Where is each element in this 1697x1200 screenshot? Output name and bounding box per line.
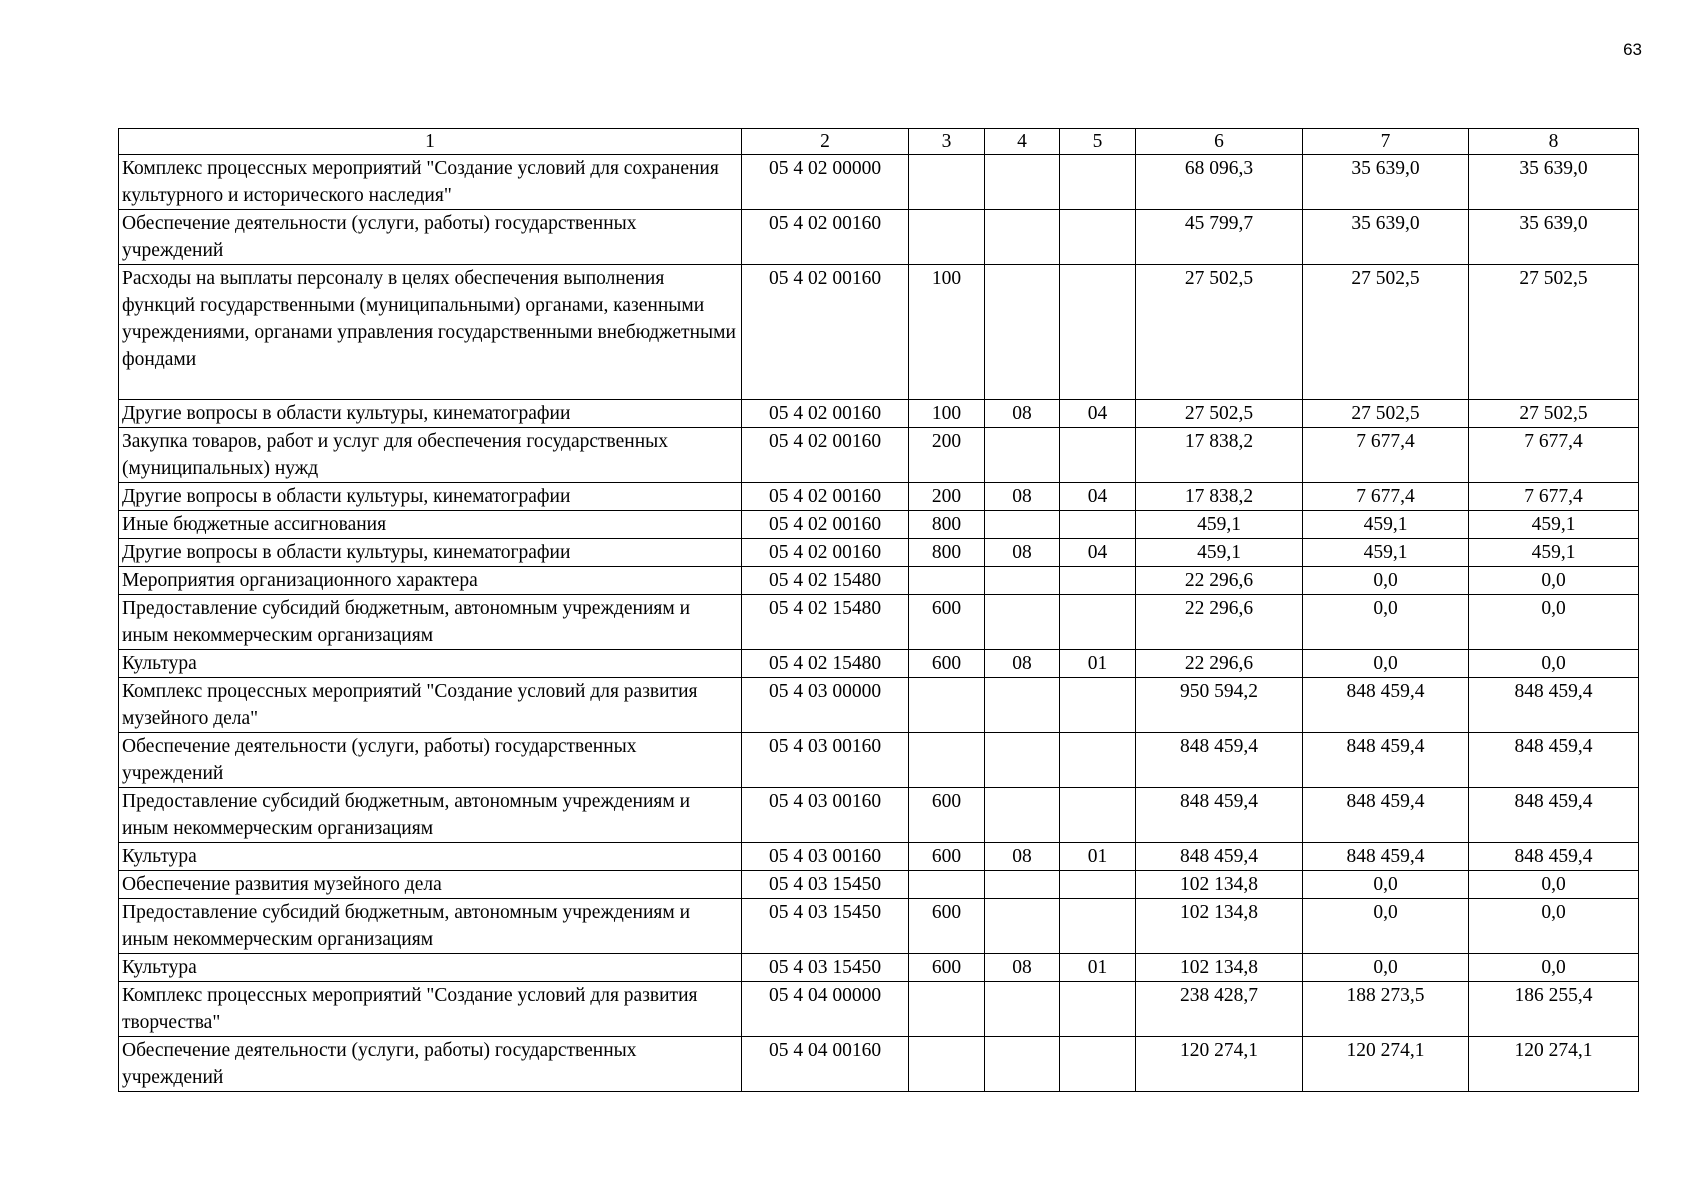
amount-col7-cell: 120 274,1 [1303, 1037, 1469, 1092]
column-header-1: 1 [119, 129, 742, 155]
expense-type-cell [909, 210, 985, 265]
section-cell: 08 [985, 483, 1060, 511]
table-row [119, 210, 1639, 265]
table-row [119, 982, 1639, 1037]
amount-col7-cell: 35 639,0 [1303, 155, 1469, 210]
section-cell [985, 155, 1060, 210]
section-cell [985, 595, 1060, 650]
amount-col6-cell: 45 799,7 [1136, 210, 1303, 265]
amount-col6-cell: 848 459,4 [1136, 733, 1303, 788]
expense-type-cell: 800 [909, 511, 985, 539]
column-header-3: 3 [909, 129, 985, 155]
expense-type-cell: 100 [909, 265, 985, 400]
section-cell [985, 210, 1060, 265]
column-header-2: 2 [742, 129, 909, 155]
amount-col8-cell: 459,1 [1469, 511, 1639, 539]
row-name-cell: Обеспечение деятельности (услуги, работы) государственных учреждений [119, 733, 742, 788]
row-name-cell: Культура [119, 650, 742, 678]
target-code-cell: 05 4 02 00000 [742, 155, 909, 210]
subsection-cell [1060, 155, 1136, 210]
target-code-cell: 05 4 02 00160 [742, 400, 909, 428]
section-cell: 08 [985, 954, 1060, 982]
amount-col6-cell: 459,1 [1136, 511, 1303, 539]
amount-col8-cell: 459,1 [1469, 539, 1639, 567]
amount-col6-cell: 17 838,2 [1136, 428, 1303, 483]
table-row [119, 595, 1639, 650]
amount-col6-cell: 22 296,6 [1136, 567, 1303, 595]
amount-col8-cell: 120 274,1 [1469, 1037, 1639, 1092]
row-name-cell: Предоставление субсидий бюджетным, автономным учреждениям и иным некоммерческим организациям [119, 788, 742, 843]
amount-col7-cell: 35 639,0 [1303, 210, 1469, 265]
amount-col7-cell: 0,0 [1303, 650, 1469, 678]
row-name-cell: Обеспечение деятельности (услуги, работы) государственных учреждений [119, 1037, 742, 1092]
amount-col8-cell: 27 502,5 [1469, 265, 1639, 400]
expense-type-cell [909, 1037, 985, 1092]
subsection-cell [1060, 788, 1136, 843]
row-name-cell: Комплекс процессных мероприятий "Создание условий для сохранения культурного и исторического наследия" [119, 155, 742, 210]
amount-col7-cell: 27 502,5 [1303, 400, 1469, 428]
amount-col8-cell: 35 639,0 [1469, 210, 1639, 265]
table-row [119, 733, 1639, 788]
amount-col6-cell: 68 096,3 [1136, 155, 1303, 210]
amount-col8-cell: 0,0 [1469, 567, 1639, 595]
section-cell [985, 567, 1060, 595]
column-number-row [119, 129, 1639, 155]
target-code-cell: 05 4 02 15480 [742, 650, 909, 678]
subsection-cell: 01 [1060, 843, 1136, 871]
page-number: 63 [1623, 40, 1642, 59]
amount-col8-cell: 0,0 [1469, 954, 1639, 982]
subsection-cell [1060, 210, 1136, 265]
table-row [119, 400, 1639, 428]
table-row [119, 265, 1639, 400]
table-row [119, 788, 1639, 843]
target-code-cell: 05 4 03 00160 [742, 843, 909, 871]
table-row [119, 428, 1639, 483]
row-name-cell: Культура [119, 843, 742, 871]
subsection-cell [1060, 595, 1136, 650]
column-header-8: 8 [1469, 129, 1639, 155]
amount-col6-cell: 120 274,1 [1136, 1037, 1303, 1092]
row-name-cell: Обеспечение деятельности (услуги, работы) государственных учреждений [119, 210, 742, 265]
section-cell: 08 [985, 400, 1060, 428]
table-header [119, 129, 1639, 155]
amount-col6-cell: 22 296,6 [1136, 650, 1303, 678]
subsection-cell: 04 [1060, 539, 1136, 567]
amount-col7-cell: 459,1 [1303, 539, 1469, 567]
amount-col8-cell: 0,0 [1469, 595, 1639, 650]
subsection-cell: 01 [1060, 650, 1136, 678]
target-code-cell: 05 4 02 00160 [742, 539, 909, 567]
amount-col8-cell: 7 677,4 [1469, 428, 1639, 483]
amount-col7-cell: 848 459,4 [1303, 843, 1469, 871]
section-cell: 08 [985, 539, 1060, 567]
expense-type-cell: 600 [909, 843, 985, 871]
expense-type-cell [909, 567, 985, 595]
expense-type-cell: 100 [909, 400, 985, 428]
target-code-cell: 05 4 02 00160 [742, 511, 909, 539]
expense-type-cell: 600 [909, 650, 985, 678]
expense-type-cell [909, 871, 985, 899]
subsection-cell [1060, 899, 1136, 954]
expense-type-cell [909, 678, 985, 733]
table-body [119, 155, 1639, 1092]
subsection-cell [1060, 982, 1136, 1037]
subsection-cell [1060, 871, 1136, 899]
amount-col7-cell: 459,1 [1303, 511, 1469, 539]
amount-col7-cell: 0,0 [1303, 871, 1469, 899]
subsection-cell [1060, 428, 1136, 483]
section-cell [985, 265, 1060, 400]
amount-col7-cell: 27 502,5 [1303, 265, 1469, 400]
row-name-cell: Культура [119, 954, 742, 982]
amount-col7-cell: 7 677,4 [1303, 483, 1469, 511]
row-name-cell: Другие вопросы в области культуры, кинематографии [119, 539, 742, 567]
amount-col7-cell: 188 273,5 [1303, 982, 1469, 1037]
target-code-cell: 05 4 03 15450 [742, 871, 909, 899]
subsection-cell [1060, 1037, 1136, 1092]
amount-col6-cell: 22 296,6 [1136, 595, 1303, 650]
table-row [119, 483, 1639, 511]
row-name-cell: Предоставление субсидий бюджетным, автономным учреждениям и иным некоммерческим организациям [119, 595, 742, 650]
amount-col6-cell: 17 838,2 [1136, 483, 1303, 511]
target-code-cell: 05 4 03 15450 [742, 954, 909, 982]
target-code-cell: 05 4 02 15480 [742, 595, 909, 650]
table-row [119, 511, 1639, 539]
expense-type-cell: 800 [909, 539, 985, 567]
row-name-cell: Предоставление субсидий бюджетным, автономным учреждениям и иным некоммерческим организациям [119, 899, 742, 954]
subsection-cell [1060, 265, 1136, 400]
subsection-cell [1060, 733, 1136, 788]
amount-col8-cell: 27 502,5 [1469, 400, 1639, 428]
amount-col8-cell: 186 255,4 [1469, 982, 1639, 1037]
section-cell [985, 428, 1060, 483]
table-row [119, 871, 1639, 899]
section-cell [985, 1037, 1060, 1092]
subsection-cell: 04 [1060, 483, 1136, 511]
expense-type-cell [909, 733, 985, 788]
subsection-cell [1060, 678, 1136, 733]
section-cell [985, 788, 1060, 843]
row-name-cell: Другие вопросы в области культуры, кинематографии [119, 483, 742, 511]
row-name-cell: Другие вопросы в области культуры, кинематографии [119, 400, 742, 428]
table-row [119, 650, 1639, 678]
target-code-cell: 05 4 03 15450 [742, 899, 909, 954]
target-code-cell: 05 4 03 00000 [742, 678, 909, 733]
expense-type-cell [909, 155, 985, 210]
row-name-cell: Иные бюджетные ассигнования [119, 511, 742, 539]
expense-type-cell: 600 [909, 595, 985, 650]
amount-col7-cell: 848 459,4 [1303, 678, 1469, 733]
amount-col7-cell: 0,0 [1303, 899, 1469, 954]
row-name-cell: Комплекс процессных мероприятий "Создание условий для развития творчества" [119, 982, 742, 1037]
section-cell [985, 899, 1060, 954]
subsection-cell: 04 [1060, 400, 1136, 428]
amount-col8-cell: 0,0 [1469, 650, 1639, 678]
expense-type-cell: 600 [909, 899, 985, 954]
amount-col7-cell: 0,0 [1303, 954, 1469, 982]
row-name-cell: Обеспечение развития музейного дела [119, 871, 742, 899]
amount-col6-cell: 27 502,5 [1136, 400, 1303, 428]
expense-type-cell: 600 [909, 954, 985, 982]
subsection-cell [1060, 567, 1136, 595]
expense-type-cell [909, 982, 985, 1037]
amount-col8-cell: 35 639,0 [1469, 155, 1639, 210]
target-code-cell: 05 4 02 00160 [742, 265, 909, 400]
section-cell [985, 733, 1060, 788]
amount-col7-cell: 7 677,4 [1303, 428, 1469, 483]
row-name-cell: Комплекс процессных мероприятий "Создание условий для развития музейного дела" [119, 678, 742, 733]
amount-col8-cell: 848 459,4 [1469, 733, 1639, 788]
amount-col6-cell: 102 134,8 [1136, 899, 1303, 954]
row-name-cell: Мероприятия организационного характера [119, 567, 742, 595]
expense-type-cell: 200 [909, 483, 985, 511]
section-cell [985, 511, 1060, 539]
row-name-cell: Закупка товаров, работ и услуг для обеспечения государственных (муниципальных) нужд [119, 428, 742, 483]
amount-col7-cell: 0,0 [1303, 595, 1469, 650]
target-code-cell: 05 4 04 00000 [742, 982, 909, 1037]
expense-type-cell: 600 [909, 788, 985, 843]
amount-col6-cell: 27 502,5 [1136, 265, 1303, 400]
section-cell: 08 [985, 843, 1060, 871]
column-header-5: 5 [1060, 129, 1136, 155]
target-code-cell: 05 4 04 00160 [742, 1037, 909, 1092]
amount-col6-cell: 848 459,4 [1136, 843, 1303, 871]
table-row [119, 899, 1639, 954]
section-cell [985, 678, 1060, 733]
target-code-cell: 05 4 02 00160 [742, 483, 909, 511]
column-header-4: 4 [985, 129, 1060, 155]
section-cell [985, 871, 1060, 899]
amount-col6-cell: 848 459,4 [1136, 788, 1303, 843]
amount-col6-cell: 238 428,7 [1136, 982, 1303, 1037]
amount-col6-cell: 102 134,8 [1136, 871, 1303, 899]
amount-col8-cell: 848 459,4 [1469, 843, 1639, 871]
table-row [119, 954, 1639, 982]
amount-col8-cell: 0,0 [1469, 871, 1639, 899]
table-row [119, 567, 1639, 595]
amount-col8-cell: 848 459,4 [1469, 678, 1639, 733]
table-row [119, 678, 1639, 733]
amount-col6-cell: 102 134,8 [1136, 954, 1303, 982]
row-name-cell: Расходы на выплаты персоналу в целях обеспечения выполнения функций государственными (муниципальными) органами, казенными учреждениями, органами управления государственными внебюджетными фондами [119, 265, 742, 400]
amount-col8-cell: 0,0 [1469, 899, 1639, 954]
table-row [119, 843, 1639, 871]
amount-col6-cell: 950 594,2 [1136, 678, 1303, 733]
column-header-7: 7 [1303, 129, 1469, 155]
section-cell: 08 [985, 650, 1060, 678]
amount-col6-cell: 459,1 [1136, 539, 1303, 567]
target-code-cell: 05 4 02 15480 [742, 567, 909, 595]
expense-type-cell: 200 [909, 428, 985, 483]
target-code-cell: 05 4 02 00160 [742, 210, 909, 265]
target-code-cell: 05 4 03 00160 [742, 733, 909, 788]
table-row [119, 539, 1639, 567]
table-row [119, 1037, 1639, 1092]
subsection-cell [1060, 511, 1136, 539]
amount-col7-cell: 848 459,4 [1303, 788, 1469, 843]
amount-col8-cell: 7 677,4 [1469, 483, 1639, 511]
target-code-cell: 05 4 03 00160 [742, 788, 909, 843]
subsection-cell: 01 [1060, 954, 1136, 982]
budget-table [118, 128, 1639, 1092]
column-header-6: 6 [1136, 129, 1303, 155]
section-cell [985, 982, 1060, 1037]
target-code-cell: 05 4 02 00160 [742, 428, 909, 483]
amount-col7-cell: 848 459,4 [1303, 733, 1469, 788]
amount-col7-cell: 0,0 [1303, 567, 1469, 595]
amount-col8-cell: 848 459,4 [1469, 788, 1639, 843]
table-row [119, 155, 1639, 210]
